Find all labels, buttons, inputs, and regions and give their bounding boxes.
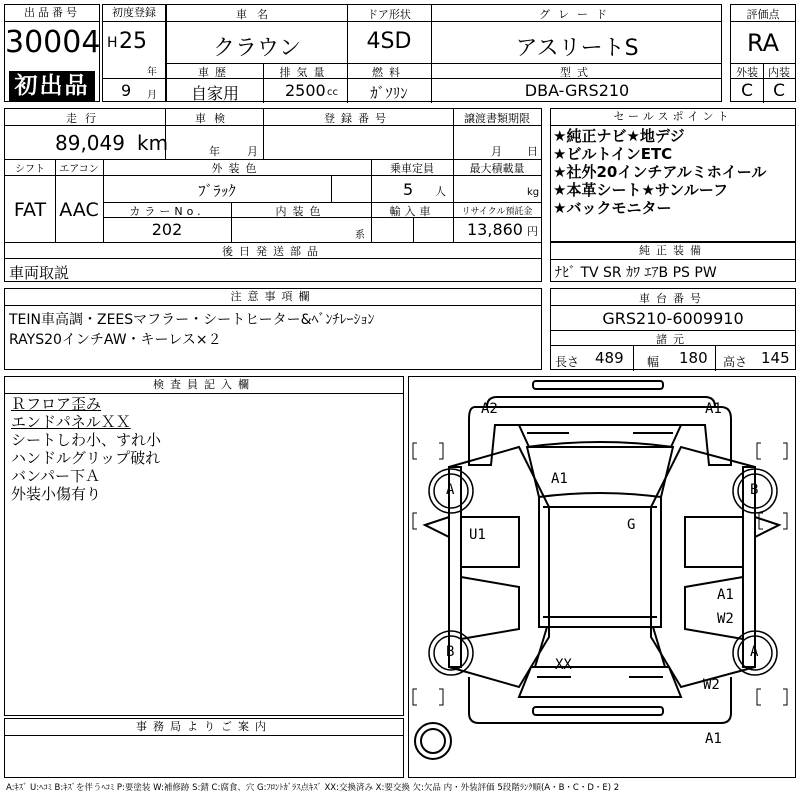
equipment-value: ﾅﾋﾞ TV SR ｶﾜ ｴｱB PS PW — [555, 265, 717, 281]
import-label: 輸入車 — [389, 205, 435, 218]
dimensions-label: 諸元 — [656, 333, 690, 346]
chassis-box — [550, 288, 796, 370]
model: DBA-GRS210 — [524, 81, 630, 100]
car-name-label: 車名 — [236, 8, 278, 21]
list-item: Ｒフロア歪み — [11, 395, 102, 413]
exterior-color-label: 外装色 — [211, 162, 263, 175]
capacity: 5 — [403, 180, 414, 199]
shift: FAT — [13, 199, 47, 221]
list-item: シートしわ小、すれ小 — [11, 431, 162, 449]
damage-mark-a1-top: A1 — [705, 401, 722, 417]
later-parts: 車両取説 — [9, 264, 70, 282]
door-type: 4SD — [366, 29, 412, 54]
capacity-unit: 人 — [435, 185, 446, 198]
inspection-label: 車検 — [195, 112, 233, 125]
selling-points-list — [553, 127, 766, 217]
damage-mark-xx: XX — [555, 657, 572, 673]
score-box — [730, 4, 796, 102]
height: 145 — [761, 349, 790, 367]
exterior-grade: C — [741, 81, 753, 101]
equipment-label: 純正装備 — [551, 243, 795, 260]
damage-mark-w2-right: W2 — [717, 611, 734, 627]
model-label: 型式 — [560, 66, 594, 79]
list-item: 外装小傷有り — [11, 485, 102, 503]
inspection-year-unit: 年 — [209, 145, 220, 158]
list-item: バンパー下Ａ — [11, 467, 100, 485]
length-label: 長さ — [555, 355, 580, 369]
max-load-unit: kg — [527, 187, 540, 198]
list-item: ★本革シート★サンルーフ — [553, 181, 729, 199]
later-parts-label: 後日発送部品 — [222, 245, 324, 258]
notes-line-1: TEIN車高調・ZEESマフラー・シートヒーター&ﾍﾞﾝﾁﾚｰｼｮﾝ — [9, 312, 375, 328]
inspector-notes — [11, 395, 161, 503]
fuel-label: 燃料 — [372, 66, 406, 79]
max-load-label: 最大積載量 — [469, 162, 525, 175]
car-outline-drawing — [409, 377, 795, 777]
interior-color-suffix: 系 — [355, 230, 365, 241]
exterior-color: ﾌﾞﾗｯｸ — [198, 182, 236, 200]
office-box — [4, 718, 404, 778]
damage-mark-g: G — [627, 517, 636, 533]
air-conditioner: AAC — [59, 199, 99, 221]
mileage-unit: km — [137, 131, 169, 155]
displacement-unit: cc — [327, 87, 338, 98]
wheel-mark-rear-left: B — [446, 644, 455, 660]
registration-number-label: 登録番号 — [324, 112, 392, 125]
length: 489 — [595, 349, 624, 367]
inspection-month-unit: 月 — [247, 145, 258, 158]
damage-mark-u1: U1 — [469, 527, 486, 543]
width: 180 — [679, 349, 708, 367]
wheel-mark-front-left: A — [446, 482, 455, 498]
car-name: クラウン — [212, 36, 301, 61]
list-item: ★ビルトインETC — [553, 145, 673, 163]
recycle-fee-label: リサイクル預託金 — [461, 207, 533, 217]
wheel-mark-rear-right: A — [750, 644, 759, 660]
score: RA — [746, 29, 780, 57]
history-label: 車歴 — [198, 66, 232, 79]
month-unit: 月 — [147, 90, 157, 101]
list-item: ★純正ナビ★地デジ — [553, 127, 685, 145]
lot-number: 30004 — [5, 25, 101, 60]
shift-label: シフト — [15, 164, 45, 175]
chassis-number: GRS210-6009910 — [602, 309, 744, 328]
damage-mark-a1-hood: A1 — [551, 471, 568, 487]
door-type-label: ドア形状 — [367, 8, 411, 21]
recycle-fee-unit: 円 — [527, 225, 538, 238]
era-prefix: H — [107, 35, 118, 51]
height-label: 高さ — [723, 355, 748, 369]
notes-label: 注意事項欄 — [5, 289, 541, 306]
list-item: ★バックモニター — [553, 199, 672, 217]
selling-points-label: セールスポイント — [551, 109, 795, 126]
first-registration-box — [102, 4, 166, 102]
displacement-label: 排気量 — [279, 66, 331, 79]
registration-month: 9 — [121, 81, 132, 100]
notes-line-2: RAYS20インチAW・キーレス×２ — [9, 332, 222, 348]
wheel-mark-front-right: B — [750, 482, 759, 498]
air-conditioner-label: エアコン — [59, 164, 99, 175]
transfer-month-unit: 月 — [491, 145, 502, 158]
mileage-label: 走行 — [66, 112, 104, 125]
grade: アスリートS — [515, 36, 639, 61]
color-number-label: カラーNo. — [129, 205, 205, 218]
exterior-label: 外装 — [736, 66, 758, 79]
first-listing-badge: 初出品 — [9, 71, 95, 101]
car-info-box — [166, 4, 722, 102]
inspector-label: 検査員記入欄 — [5, 377, 403, 394]
list-item: ハンドルグリップ破れ — [11, 449, 161, 467]
recycle-fee: 13,860 — [467, 220, 523, 239]
interior-grade: C — [773, 81, 785, 101]
displacement: 2500 — [285, 81, 326, 100]
selling-points-box — [550, 108, 796, 242]
transfer-day-unit: 日 — [527, 145, 538, 158]
lot-number-box — [4, 4, 100, 102]
damage-mark-a1-bottom: A1 — [705, 731, 722, 747]
damage-mark-a1-right: A1 — [717, 587, 734, 603]
fuel: ｶﾞｿﾘﾝ — [370, 84, 408, 102]
first-registration-label: 初度登録 — [103, 5, 165, 22]
mileage: 89,049 — [55, 131, 125, 155]
lot-number-label: 出品番号 — [5, 5, 99, 22]
history: 自家用 — [190, 84, 239, 103]
damage-legend: A:ｷｽﾞ U:ﾍｺﾐ B:ｷｽﾞを伴うﾍｺﾐ P:要塗装 W:補修跡 S:錆 C:腐食、穴 G:ﾌﾛﾝﾄｶﾞﾗｽ点ｷｽﾞ XX:交換済み X:要交換 欠:欠品 内・外装評価 5段階ﾗﾝｸ順(A・B・C・D・E) 2 — [6, 783, 620, 793]
damage-mark-w2-rear: W2 — [703, 677, 720, 693]
list-item: ★社外20インチアルミホイール — [553, 163, 767, 181]
details-box — [4, 108, 542, 282]
transfer-deadline-label: 譲渡書類期限 — [464, 112, 530, 125]
chassis-number-label: 車台番号 — [639, 292, 707, 305]
car-diagram — [408, 376, 796, 778]
list-item: エンドパネルＸＸ — [11, 413, 131, 431]
color-number: 202 — [151, 220, 183, 239]
width-label: 幅 — [647, 355, 660, 369]
equipment-box — [550, 242, 796, 282]
inspector-box — [4, 376, 404, 716]
score-label: 評価点 — [746, 8, 780, 21]
grade-label: グレード — [539, 8, 615, 21]
capacity-label: 乗車定員 — [390, 162, 434, 175]
notes-box — [4, 288, 542, 370]
interior-label: 内装 — [768, 66, 790, 79]
damage-mark-a2: A2 — [481, 401, 498, 417]
office-label: 事務局よりご案内 — [5, 719, 403, 736]
year-unit: 年 — [147, 67, 157, 78]
registration-year: 25 — [119, 29, 147, 54]
interior-color-label: 内装色 — [275, 205, 327, 218]
